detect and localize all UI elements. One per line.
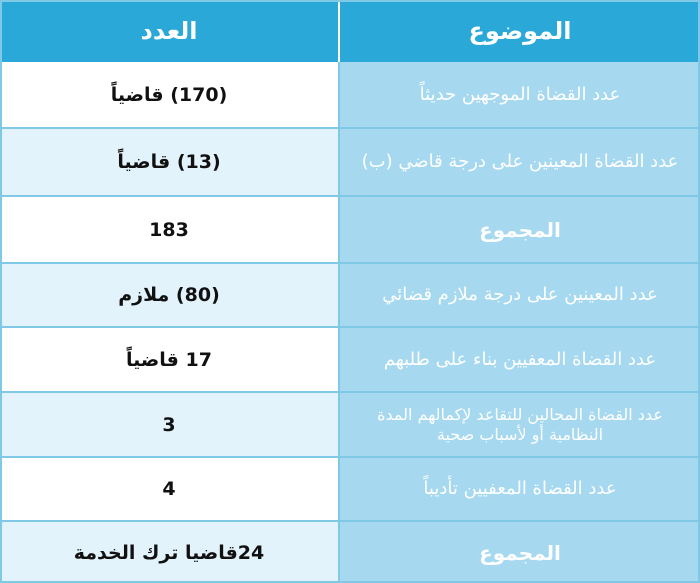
table-row bbox=[0, 328, 700, 391]
row-count: (170) قاضياً bbox=[0, 62, 340, 128]
row-count: 17 قاضياً bbox=[0, 328, 340, 391]
row-topic: عدد القضاة المعينين على درجة قاضي (ب) bbox=[340, 129, 700, 195]
row-topic: عدد القضاة المعفيين تأديباً bbox=[340, 458, 700, 520]
row-topic: عدد القضاة المعفيين بناء على طلبهم bbox=[340, 328, 700, 391]
row-topic-total: المجموع bbox=[340, 197, 700, 262]
row-topic: عدد القضاة المحالين للتقاعد لإكمالهم المدة النظامية أو لأسباب صحية bbox=[340, 393, 700, 456]
table-row bbox=[0, 458, 700, 520]
row-count: (80) ملازم bbox=[0, 264, 340, 326]
table-row bbox=[0, 129, 700, 195]
row-topic-total: المجموع bbox=[340, 522, 700, 583]
table-header bbox=[0, 0, 700, 62]
row-topic: عدد القضاة الموجهين حديثاً bbox=[340, 62, 700, 128]
row-count: 4 bbox=[0, 458, 340, 520]
row-count: (13) قاضياً bbox=[0, 129, 340, 195]
row-count: 183 bbox=[0, 197, 340, 262]
table-row bbox=[0, 197, 700, 262]
row-topic: عدد المعينين على درجة ملازم قضائي bbox=[340, 264, 700, 326]
table-row bbox=[0, 393, 700, 456]
header-count: العدد bbox=[0, 0, 340, 62]
table-row bbox=[0, 522, 700, 583]
row-count: 3 bbox=[0, 393, 340, 456]
row-count: 24قاضيا ترك الخدمة bbox=[0, 522, 340, 583]
header-topic: الموضوع bbox=[340, 0, 700, 62]
table-row bbox=[0, 62, 700, 128]
table-row bbox=[0, 264, 700, 326]
